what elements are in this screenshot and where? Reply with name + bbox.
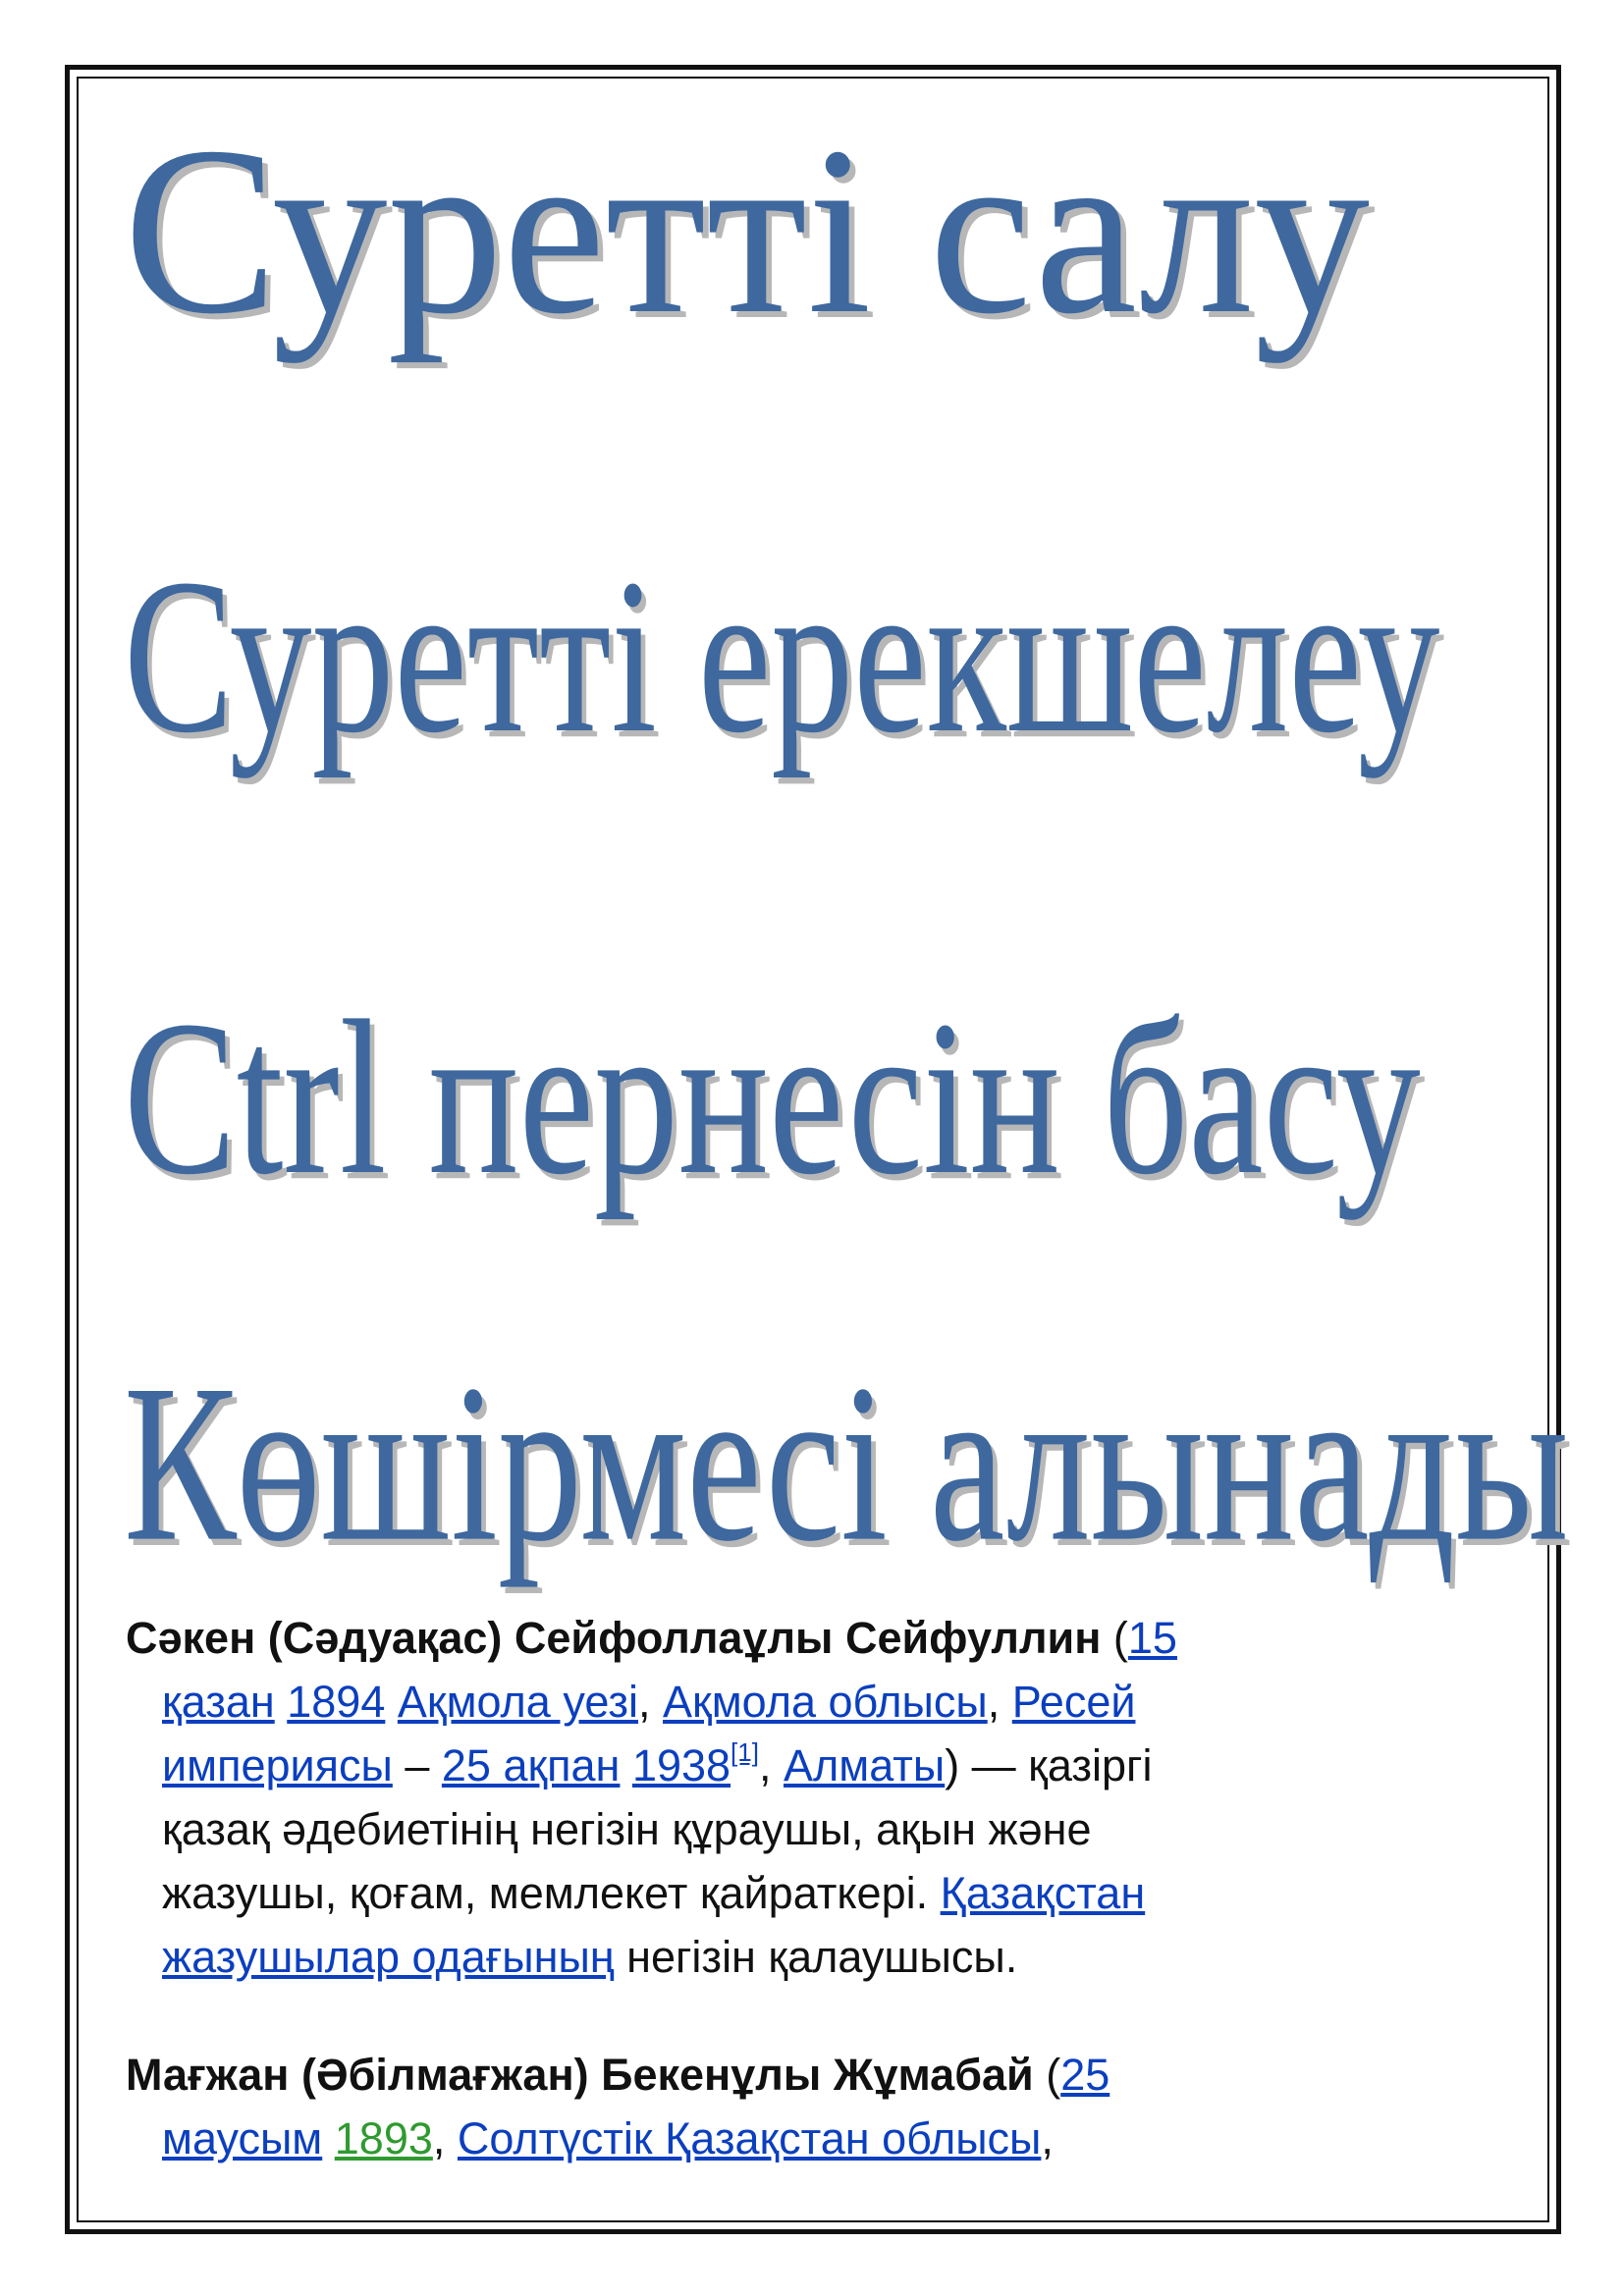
biography-saken-line-6: жазушылар одағының негізін қалаушысы. <box>162 1932 1018 1982</box>
link-almaty[interactable]: Алматы <box>783 1740 946 1790</box>
link-day-15[interactable]: 15 <box>1127 1613 1177 1663</box>
link-imperiyasy[interactable]: империясы <box>162 1740 393 1790</box>
person-name-magzhan: Мағжан (Әбілмағжан) Бекенұлы Жұмабай <box>126 2050 1034 2100</box>
wordart-title-4: Көшірмесі алынады <box>124 1337 1569 1588</box>
link-year-1938[interactable]: 1938 <box>631 1740 731 1790</box>
link-25-akpan[interactable]: 25 ақпан <box>441 1740 621 1790</box>
biography-saken-line-1: Сәкен (Сәдуақас) Сейфоллаұлы Сейфуллин (15 <box>126 1613 1177 1663</box>
link-month-kazan[interactable]: қазан <box>162 1677 275 1727</box>
link-year-1894[interactable]: 1894 <box>287 1677 386 1727</box>
link-kazakstan[interactable]: Қазақстан <box>940 1868 1146 1918</box>
biography-saken-line-4: қазақ әдебиетінің негізін құраушы, ақын және <box>162 1804 1092 1854</box>
link-soltustik-kazakstan-oblysy[interactable]: Солтүстік Қазақстан облысы <box>457 2113 1042 2163</box>
biography-saken <box>126 1606 1441 1989</box>
biography-saken-line-2: қазан 1894 Ақмола уезі, Ақмола облысы, Ресей <box>162 1677 1136 1727</box>
link-month-mausym[interactable]: маусым <box>162 2113 323 2163</box>
biography-saken-line-3: империясы – 25 ақпан 1938[1], Алматы) — қазіргі <box>162 1737 1153 1790</box>
link-resei[interactable]: Ресей <box>1011 1677 1136 1727</box>
wordart-title-1: Суретті салу <box>124 97 1371 363</box>
link-akmola-uezi[interactable]: Ақмола уезі <box>397 1677 639 1727</box>
biography-magzhan-line-2: маусым 1893, Солтүстік Қазақстан облысы, <box>162 2113 1054 2163</box>
reference-link-1[interactable]: [1] <box>731 1737 759 1767</box>
link-day-25[interactable]: 25 <box>1060 2050 1110 2100</box>
link-year-1893[interactable]: 1893 <box>334 2113 433 2163</box>
wordart-title-2: Суретті ерекшелеу <box>124 532 1440 779</box>
biography-magzhan-line-1: Мағжан (Әбілмағжан) Бекенұлы Жұмабай (25 <box>126 2050 1110 2100</box>
link-akmola-oblysy[interactable]: Ақмола облысы <box>663 1677 988 1727</box>
biography-saken-line-5: жазушы, қоғам, мемлекет қайраткері. Қазақстан <box>162 1868 1146 1918</box>
person-name-saken: Сәкен (Сәдуақас) Сейфоллаұлы Сейфуллин <box>126 1613 1102 1663</box>
link-zhazushylar-odagynyn[interactable]: жазушылар одағының <box>162 1932 615 1982</box>
biography-magzhan <box>126 2043 1441 2170</box>
wordart-title-3: Ctrl пернесін басу <box>124 974 1421 1221</box>
